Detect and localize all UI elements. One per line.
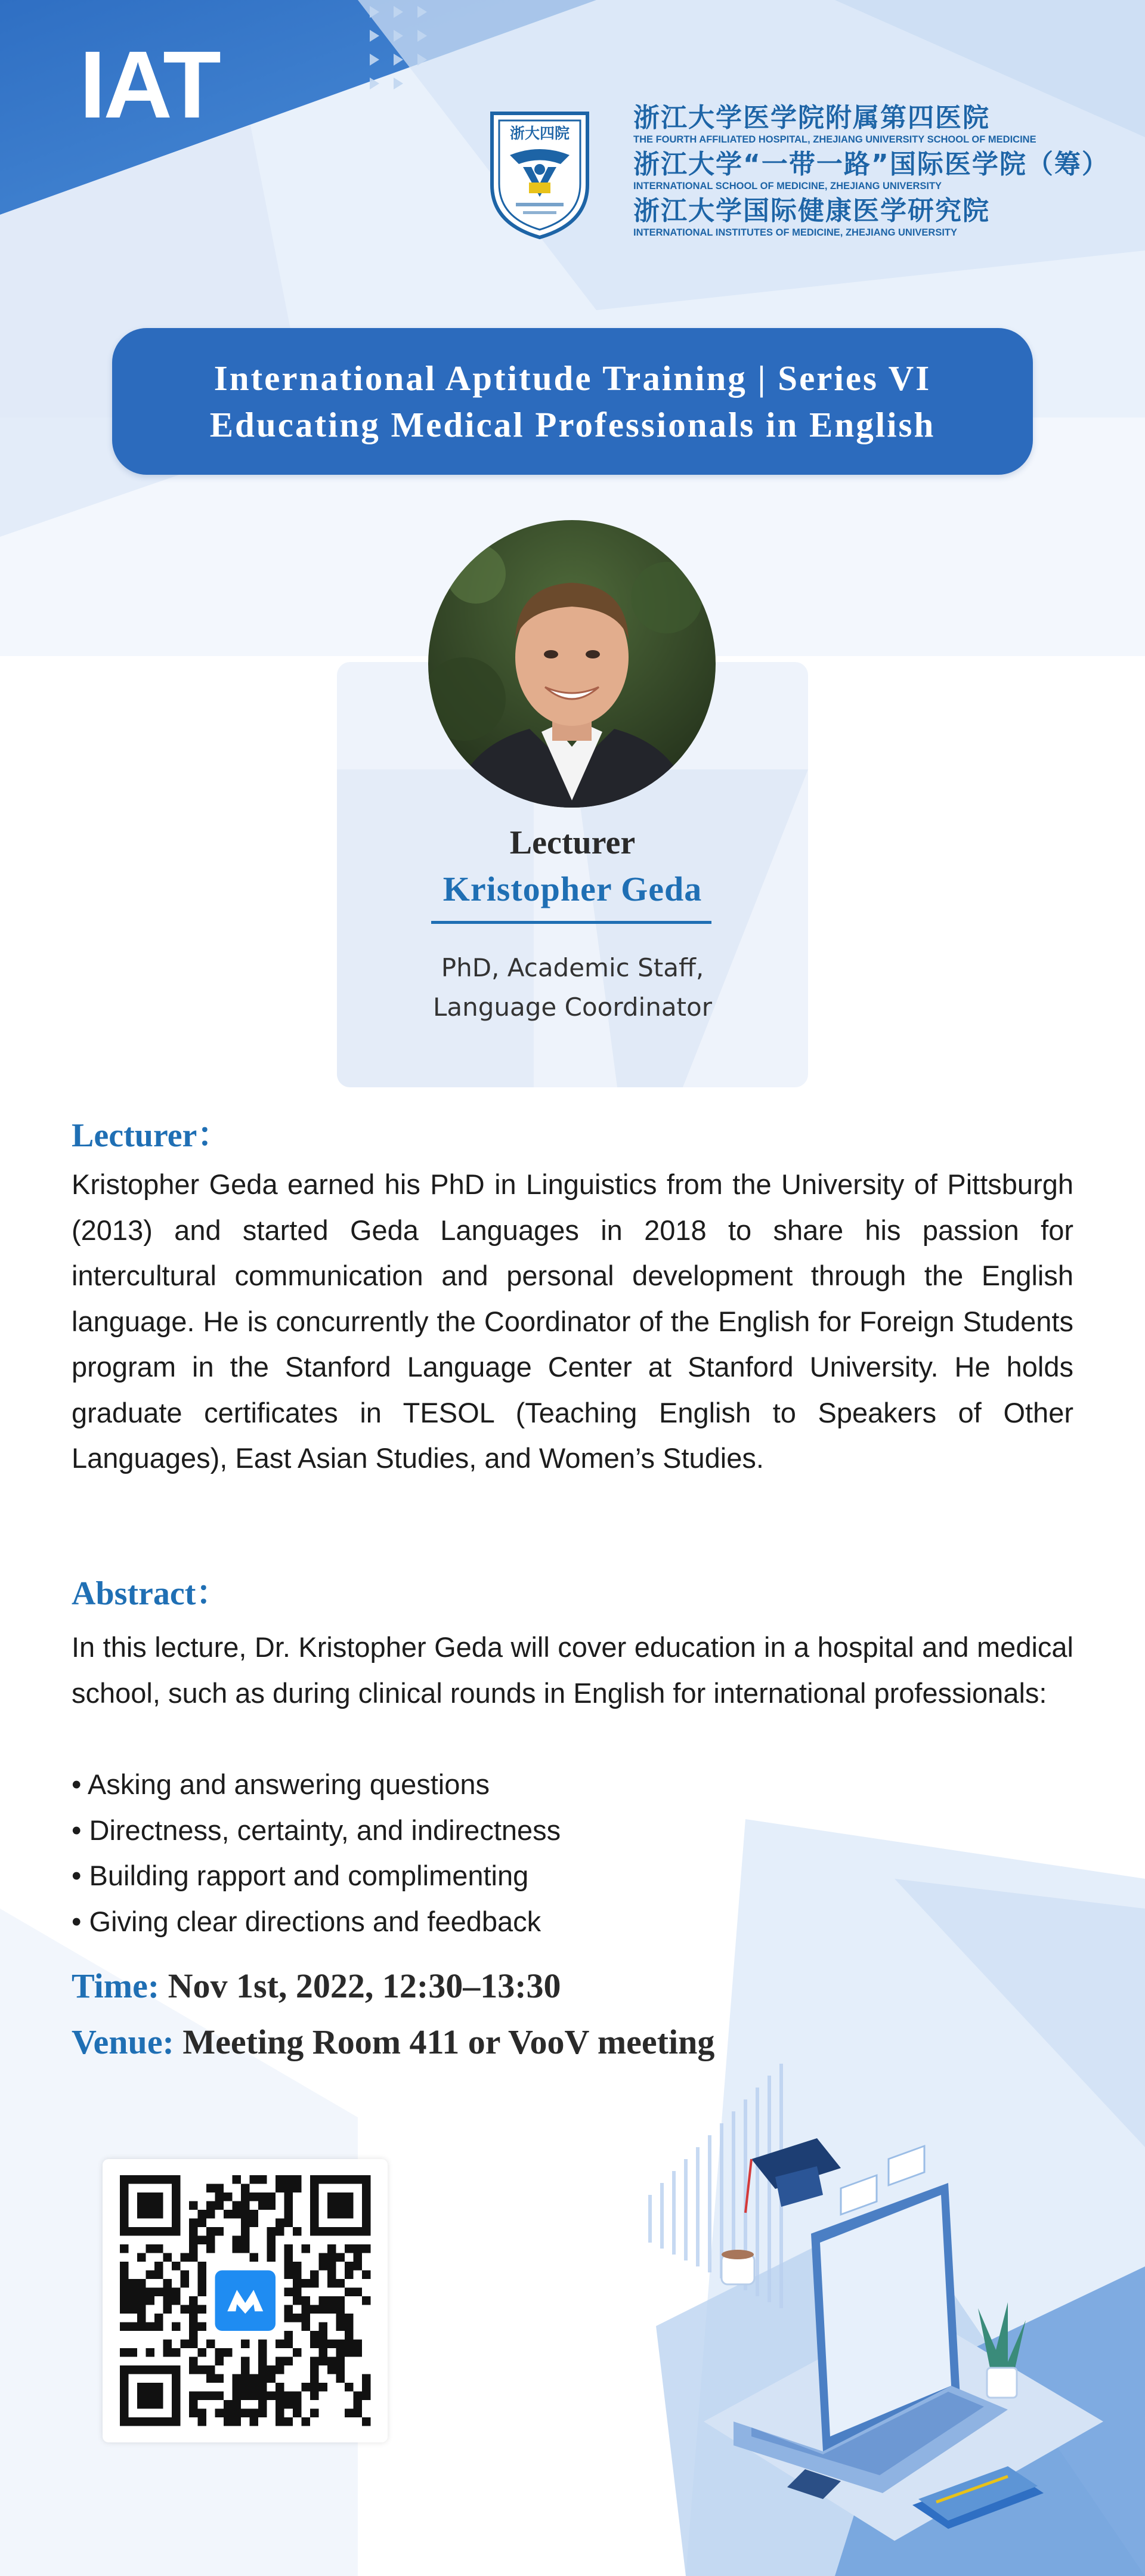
- time-label: Time:: [72, 1966, 160, 2005]
- institution-names: [633, 103, 1109, 242]
- abstract-text: In this lecture, Dr. Kristopher Geda will cover education in a hospital and medical school, such as during clinical rounds in English for international professionals:: [72, 1631, 1073, 1709]
- hospital-seal-icon: [486, 107, 593, 242]
- institution-en-3: INTERNATIONAL INSTITUTES OF MEDICINE, ZHEJIANG UNIVERSITY: [633, 227, 958, 238]
- qr-finder-pattern: [120, 2365, 181, 2426]
- qr-finder-pattern: [120, 2175, 181, 2236]
- title-line-1: International Aptitude Training | Series VI: [213, 358, 932, 398]
- lecturer-name: Kristopher Geda: [442, 870, 703, 908]
- lecturer-label: Lecturer: [509, 824, 636, 861]
- name-underline: [431, 921, 711, 924]
- abstract-bullet: • Building rapport and complimenting: [72, 1853, 1073, 1899]
- venue-label: Venue:: [72, 2023, 174, 2061]
- online-learning-illustration: [626, 2111, 1145, 2576]
- seal-top-text: 浙大四院: [509, 125, 570, 142]
- logo-text: IAT: [79, 37, 219, 132]
- lecturer-portrait: [428, 520, 716, 808]
- venue-row: [72, 2018, 714, 2066]
- time-row: [72, 1962, 561, 2010]
- bio-heading: Lecturer：: [72, 1117, 231, 1154]
- qr-finder-pattern: [310, 2175, 371, 2236]
- institution-en-1: THE FOURTH AFFILIATED HOSPITAL, ZHEJIANG UNIVERSITY SCHOOL OF MEDICINE: [633, 134, 1036, 145]
- lecturer-title: [337, 948, 808, 1027]
- qr-code[interactable]: [103, 2159, 388, 2442]
- title-line-2: Educating Medical Professionals in English: [209, 405, 936, 444]
- institution-cn-1: 浙江大学医学院附属第四医院: [633, 103, 990, 133]
- header: [0, 0, 1145, 310]
- iat-logo: [79, 37, 246, 132]
- institution-cn-2: 浙江大学“一带一路”国际医学院（筹）: [633, 149, 1109, 180]
- venue-value: Meeting Room 411 or VooV meeting: [182, 2023, 715, 2061]
- lecturer-title-line-2: Language Coordinator: [433, 992, 712, 1022]
- time-value: Nov 1st, 2022, 12:30–13:30: [168, 1966, 561, 2005]
- lecturer-title-line-1: PhD, Academic Staff,: [441, 953, 704, 982]
- title-banner: [112, 328, 1033, 475]
- qr-code-image[interactable]: [103, 2159, 388, 2442]
- institution-cn-3: 浙江大学国际健康医学研究院: [633, 196, 990, 226]
- bio-text: Kristopher Geda earned his PhD in Linguistics from the University of Pittsburgh (2013) and started Geda Languages in 2018 to share his passion for intercultural communication and personal development through the English language. He is concurrently the Coordinator of the English for Foreign Students program in the Stanford Language Center at Stanford University. He holds graduate certificates in TESOL (Teaching English to Speakers of Other Languages), East Asian Studies, and Women’s Studies.: [72, 1168, 1073, 1474]
- institution-en-2: INTERNATIONAL SCHOOL OF MEDICINE, ZHEJIANG UNIVERSITY: [633, 181, 942, 191]
- abstract-bullet: • Giving clear directions and feedback: [72, 1899, 1073, 1945]
- abstract-bullets: [72, 1762, 1073, 1944]
- voov-meeting-logo-icon: [211, 2266, 280, 2335]
- abstract-bullet: • Asking and answering questions: [72, 1762, 1073, 1808]
- abstract-heading: Abstract：: [72, 1575, 230, 1612]
- abstract-bullet: • Directness, certainty, and indirectness: [72, 1808, 1073, 1854]
